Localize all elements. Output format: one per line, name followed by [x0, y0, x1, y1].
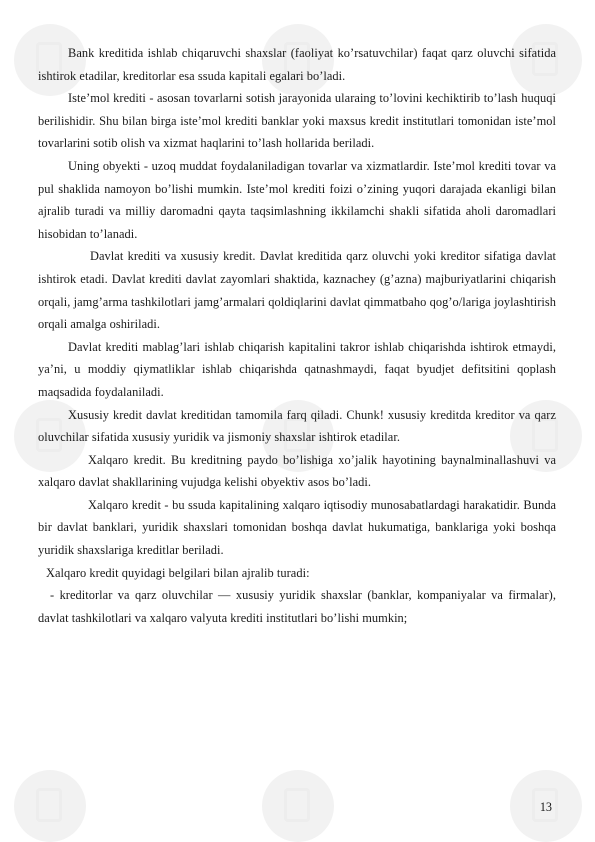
paragraph-private-credit: Xususiy kredit davlat kreditidan tamomila farq qiladi. Chunk! xususiy kreditda kreditor va qarz oluvchilar sifatida xususiy yuridik va jismoniy shaxslar ishtirok etadilar.	[38, 407, 556, 445]
page-number: 13	[539, 800, 552, 814]
paragraph-bank-credit: Bank kreditida ishlab chiqaruvchi shaxslar (faoliyat ko’rsatuvchilar) faqat qarz oluvchi sifatida ishtirok etadilar, kreditorlar esa ssuda kapitali egalari bo’ladi.	[38, 46, 556, 83]
paragraph-state-credit-funds: Davlat krediti mablag’lari ishlab chiqarish kapitalini takror ishlab chiqarishda ishtirok etmaydi, ya’ni, u moddiy qiymatliklar ishlab chiqarishda qatnashmaydi, faqat byudjet defitsitini qoplash maqsadida foydalaniladi.	[38, 339, 556, 399]
watermark-icon	[14, 770, 86, 842]
body-text	[38, 42, 556, 629]
paragraph-international-credit: Xalqaro kredit. Bu kreditning paydo bo’lishiga xo’jalik hayotining baynalminallashuvi va xalqaro davlat shakllarining vujudga kelishi obyektiv asos bo’ladi.	[38, 452, 556, 490]
paragraph-international-credit-features: Xalqaro kredit quyidagi belgilari bilan ajralib turadi:	[46, 565, 310, 580]
paragraph-international-credit-definition: Xalqaro kredit - bu ssuda kapitalining xalqaro iqtisodiy munosabatlardagi harakatidir. Bunda bir davlat banklari, yuridik shaxslari tomonidan boshqa davlat hukumatiga, banklariga yoki boshqa yuridik shaxslariga kreditlar beriladi.	[38, 497, 556, 558]
watermark-icon	[262, 770, 334, 842]
paragraph-consumer-credit: Iste’mol krediti - asosan tovarlarni sotish jarayonida ularaing to’lovini kechiktirib to’lash huquqi berilishidir. Shu bilan birga iste’mol krediti banklar yoki maxsus kredit institutlari tomonidan iste’mol tovarlarini sotib olish va xizmat haqlarini to’lash hollarida beriladi.	[38, 91, 556, 151]
list-item-creditors: - kreditorlar va qarz oluvchilar — xususiy yuridik shaxslar (banklar, kompaniyalar va firmalar), davlat tashkilotlari va xalqaro valyuta krediti institutlari bo’lishi mumkin;	[38, 588, 556, 625]
paragraph-consumer-credit-object: Uning obyekti - uzoq muddat foydalaniladigan tovarlar va xizmatlardir. Iste’mol krediti tovar va pul shaklida namoyon bo’lishi mumkin. Iste’mol krediti foizi o’zining yuqori darajada ekanligi bilan ajralib turadi va milliy daromadni qayta taqsimlashning ikkilamchi shakli sifatida aholi daromadlari hisobidan to’lanadi.	[38, 158, 556, 241]
paragraph-state-credit: Davlat krediti va xususiy kredit. Davlat kreditida qarz oluvchi yoki kreditor sifatiga davlat ishtirok etadi. Davlat krediti davlat zayomlari shaktida, kaznachey (g’azna) majburiyatlarini chiqarish orqali, jamg’arma tashkilotlari jamg’armalari qoldiqlarini davlat qimmatbaho qog’o/lariga joylashtirish orqali amalga oshiriladi.	[38, 249, 556, 332]
